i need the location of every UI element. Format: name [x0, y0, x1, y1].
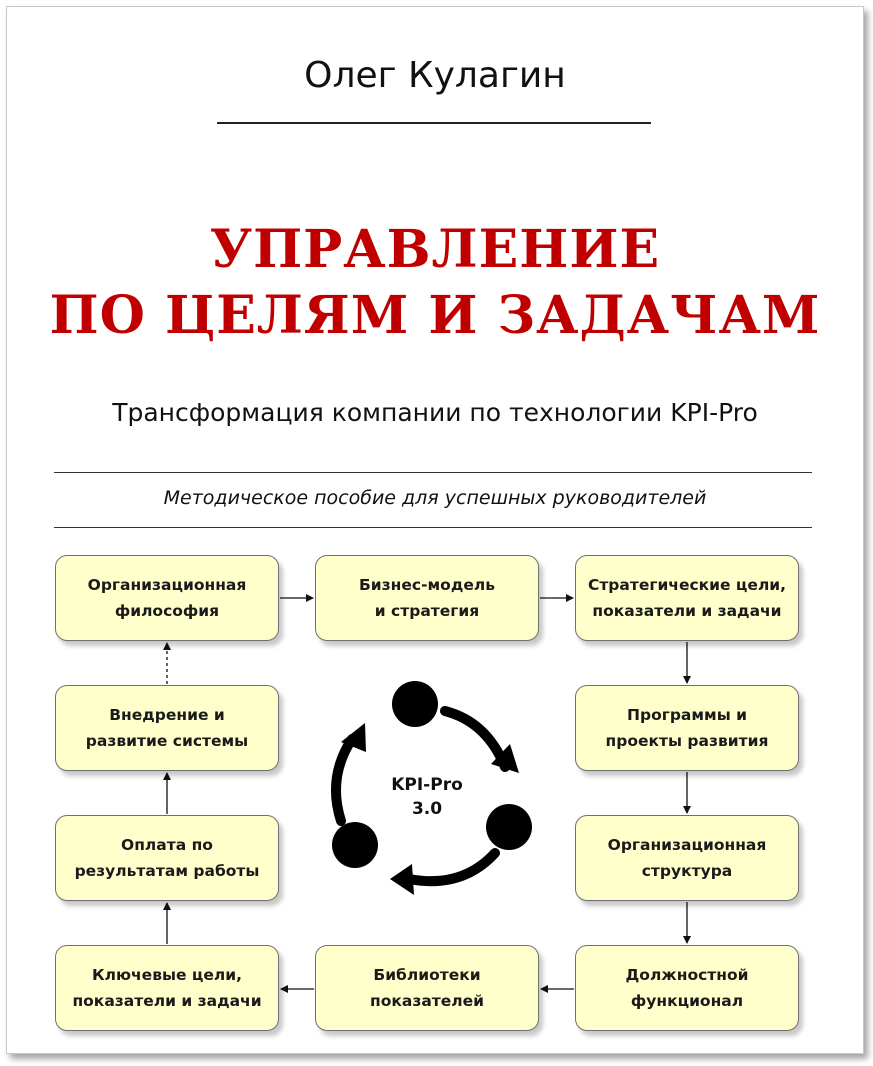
box-job-functions	[575, 945, 799, 1031]
box-label: Должностной функционал	[625, 966, 749, 1010]
kpi-center-label	[327, 773, 527, 821]
box-label: Бизнес-модель и стратегия	[358, 576, 496, 620]
cycle-dot-left	[332, 822, 378, 868]
box-label: Организационная структура	[607, 836, 767, 880]
box-system-implementation	[55, 685, 279, 771]
kpi-center-label-line2: 3.0	[411, 799, 443, 819]
box-label: Программы и проекты развития	[605, 706, 769, 750]
cycle-arrow-bottom	[409, 853, 495, 881]
box-performance-pay	[55, 815, 279, 901]
box-label: Внедрение и развитие системы	[85, 706, 249, 750]
author-name: Олег Кулагин	[304, 55, 566, 96]
box-development-programs	[575, 685, 799, 771]
title-line-1: УПРАВЛЕНИЕ	[209, 219, 661, 280]
box-organizational-structure	[575, 815, 799, 901]
tagline: Методическое пособие для успешных руководителей	[163, 487, 707, 509]
box-label: Организационная философия	[87, 576, 247, 620]
box-key-goals	[55, 945, 279, 1031]
cycle-arrow-top-right	[445, 711, 505, 767]
box-indicator-libraries	[315, 945, 539, 1031]
box-strategic-goals	[575, 555, 799, 641]
box-business-model	[315, 555, 539, 641]
box-label: Оплата по результатам работы	[74, 836, 260, 880]
box-label: Ключевые цели, показатели и задачи	[72, 966, 262, 1010]
cycle-dot-top	[392, 681, 438, 727]
box-label: Библиотеки показателей	[369, 966, 485, 1010]
cycle-arrow-bottom-head	[390, 864, 414, 895]
title-line-2: ПО ЦЕЛЯМ И ЗАДАЧАМ	[49, 285, 821, 346]
box-label: Стратегические цели, показатели и задачи	[587, 576, 787, 620]
box-organizational-philosophy	[55, 555, 279, 641]
book-cover	[6, 6, 864, 1054]
kpi-center-label-line1: KPI-Pro	[391, 775, 463, 795]
subtitle: Трансформация компании по технологии KPI-Pro	[112, 398, 758, 427]
